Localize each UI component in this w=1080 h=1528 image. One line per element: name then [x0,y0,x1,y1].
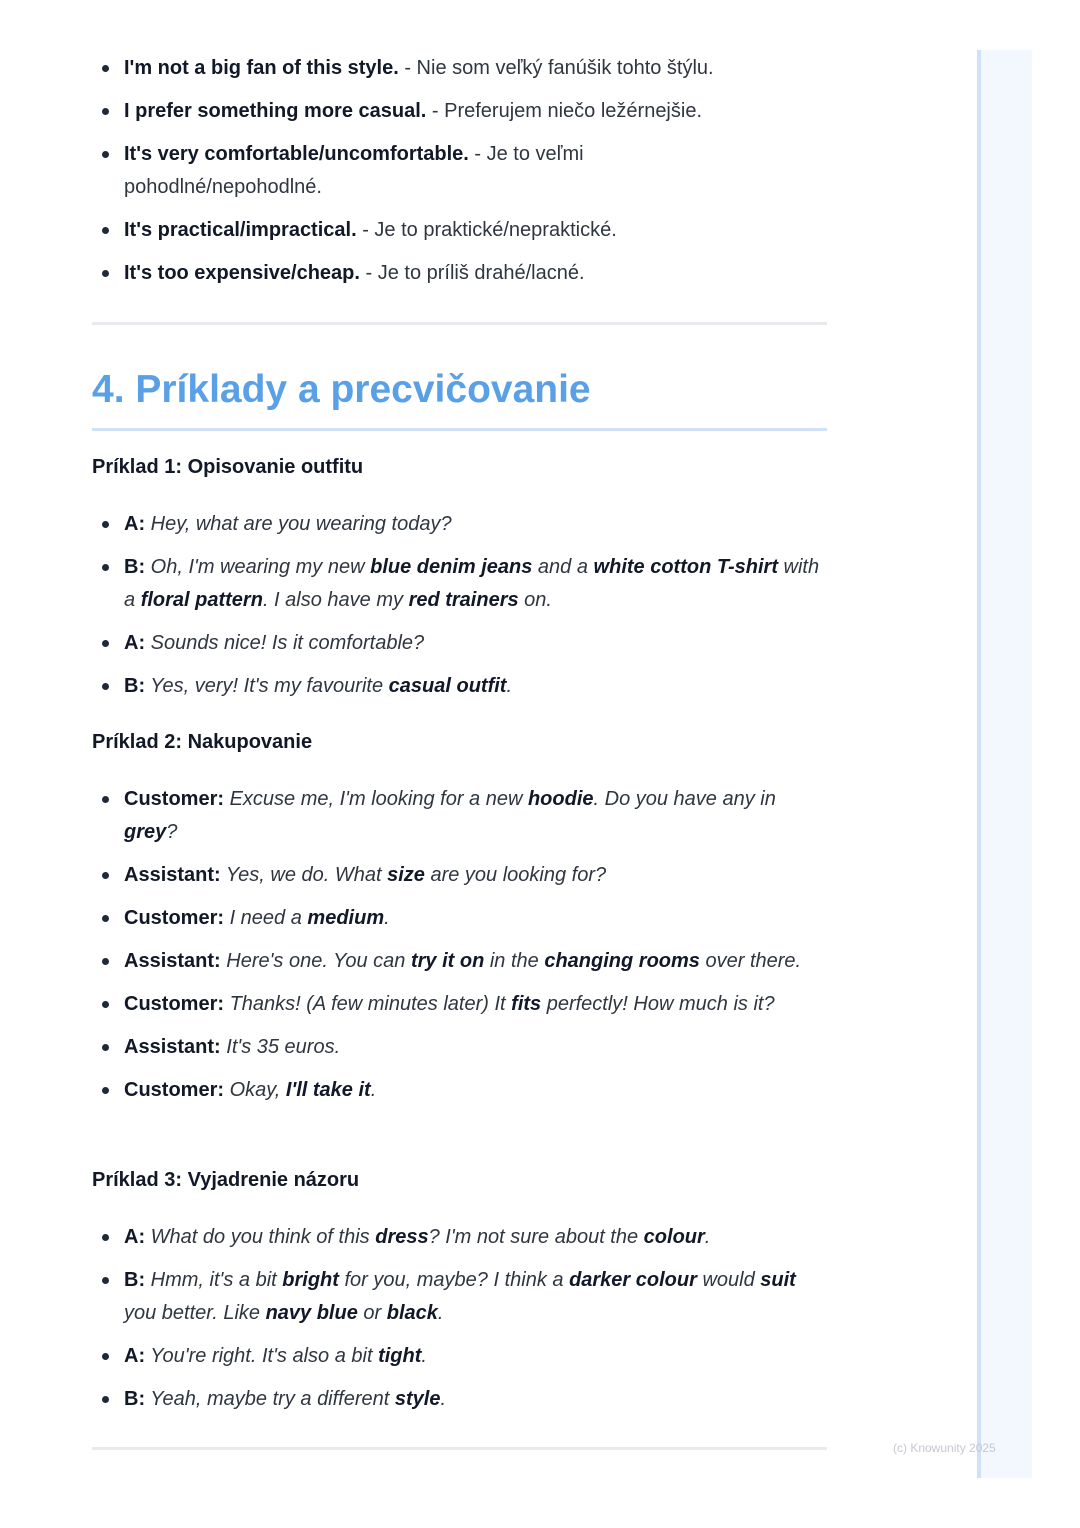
dialogue-text: Oh, I'm wearing my new [145,556,371,578]
dialogue-text: grey [124,821,167,843]
dialogue-text: Yeah, maybe try a different [145,1388,395,1410]
dialogue-text: with a [124,556,820,611]
dialogue-text: darker colour [569,1269,697,1291]
side-panel [977,50,1032,1478]
dialogue-text: Here's one. You can [220,950,411,972]
dialogue-line [92,783,827,849]
dialogue-line [92,508,827,541]
dialogue-text: perfectly! How much is it? [541,993,775,1015]
dialogue-text: navy blue [265,1302,358,1324]
dialogue-text: in the [484,950,545,972]
dialogue-line [92,902,827,935]
speaker-label: B: [124,1269,146,1291]
dialogue-line [92,1264,827,1330]
dialogue-text: size [387,864,425,886]
dialogue-line [92,1031,827,1064]
dialogue-text: . Do you have any in [593,788,776,810]
dialogue-text: are you looking for? [424,864,607,886]
dialogue-text: over there. [699,950,802,972]
speaker-label: Customer: [124,1079,225,1101]
dialogue-text: What do you think of this [145,1226,376,1248]
dialogue-line [92,988,827,1021]
phrase-item: It's practical/impractical. - Je to praktické/nepraktické. [92,214,827,247]
footer-divider [92,1447,827,1450]
dialogue-text: changing rooms [544,950,700,972]
speaker-label: A: [124,632,146,654]
dialogue-text: colour [643,1226,705,1248]
section-title: 4. Príklady a precvičovanie [92,368,591,411]
speaker-label: Customer: [124,993,225,1015]
dialogue-line [92,551,827,617]
dialogue-text: Hmm, it's a bit [145,1269,283,1291]
dialogue-text: . [506,675,513,697]
dialogue-text: bright [282,1269,339,1291]
dialogue-line [92,945,827,978]
dialogue-text: ? I'm not sure about the [428,1226,644,1248]
dialogue-text: ? [166,821,178,843]
section-title-underline [92,428,827,431]
copyright-note: (c) Knowunity 2025 [893,1441,996,1455]
dialogue-text: red trainers [408,589,519,611]
phrase-item: I'm not a big fan of this style. - Nie som veľký fanúšik tohto štýlu. [92,52,827,85]
speaker-label: Assistant: [124,1036,221,1058]
phrase-item: I prefer something more casual. - Preferujem niečo ležérnejšie. [92,95,827,128]
dialogue-text: . I also have my [262,589,409,611]
speaker-label: Assistant: [124,950,221,972]
dialogue-line [92,1340,827,1373]
dialogue-text: suit [760,1269,796,1291]
speaker-label: B: [124,1388,146,1410]
dialogue-text: Thanks! (A few minutes later) It [224,993,512,1015]
example-3-dialogue [92,1221,827,1426]
dialogue-text: and a [532,556,594,578]
example-2-dialogue [92,783,827,1117]
dialogue-text: try it on [410,950,485,972]
dialogue-text: . [440,1388,447,1410]
dialogue-text: you better. Like [124,1302,266,1324]
dialogue-text: Sounds nice! Is it comfortable? [145,632,425,654]
example-2-title: Príklad 2: Nakupovanie [92,731,313,753]
dialogue-text: on. [518,589,552,611]
dialogue-line [92,1074,827,1107]
dialogue-text: blue denim jeans [370,556,533,578]
phrase-item: It's very comfortable/uncomfortable. - Je to veľmi pohodlné/nepohodlné. [92,138,644,204]
dialogue-text: hoodie [527,788,594,810]
speaker-label: Assistant: [124,864,221,886]
dialogue-line [92,670,827,703]
dialogue-text: . [370,1079,377,1101]
dialogue-text: medium [307,907,385,929]
phrase-list [92,52,827,300]
dialogue-line [92,627,827,660]
dialogue-text: You're right. It's also a bit [145,1345,379,1367]
example-3-title: Príklad 3: Vyjadrenie názoru [92,1169,360,1191]
dialogue-text: floral pattern [140,589,263,611]
speaker-label: A: [124,1345,146,1367]
dialogue-text: for you, maybe? I think a [338,1269,570,1291]
dialogue-text: tight [378,1345,422,1367]
dialogue-text: Hey, what are you wearing today? [145,513,452,535]
dialogue-line [92,1221,827,1254]
dialogue-text: . [384,907,390,929]
dialogue-text: would [696,1269,761,1291]
section-divider [92,322,827,325]
dialogue-text: Yes, very! It's my favourite [145,675,389,697]
speaker-label: B: [124,675,146,697]
speaker-label: Customer: [124,907,225,929]
dialogue-text: style [394,1388,441,1410]
example-1-dialogue [92,508,827,713]
dialogue-line [92,1383,827,1416]
phrase-item: It's too expensive/cheap. - Je to príliš drahé/lacné. [92,257,827,290]
speaker-label: A: [124,1226,146,1248]
dialogue-text: dress [375,1226,429,1248]
dialogue-text: casual outfit [388,675,507,697]
speaker-label: Customer: [124,788,225,810]
dialogue-text: I need a [224,907,308,929]
dialogue-text: . [704,1226,711,1248]
speaker-label: B: [124,556,146,578]
dialogue-text: Yes, we do. What [220,864,388,886]
speaker-label: A: [124,513,146,535]
dialogue-text: Okay, [224,1079,286,1101]
dialogue-text: white cotton T-shirt [593,556,778,578]
example-1-title: Príklad 1: Opisovanie outfitu [92,456,364,478]
dialogue-text: It's 35 euros. [220,1036,341,1058]
dialogue-text: fits [511,993,542,1015]
dialogue-line [92,859,827,892]
dialogue-text: I'll take it [285,1079,371,1101]
dialogue-text: Excuse me, I'm looking for a new [224,788,528,810]
dialogue-text: or [357,1302,387,1324]
dialogue-text: black [386,1302,438,1324]
dialogue-text: . [437,1302,444,1324]
dialogue-text: . [421,1345,427,1367]
